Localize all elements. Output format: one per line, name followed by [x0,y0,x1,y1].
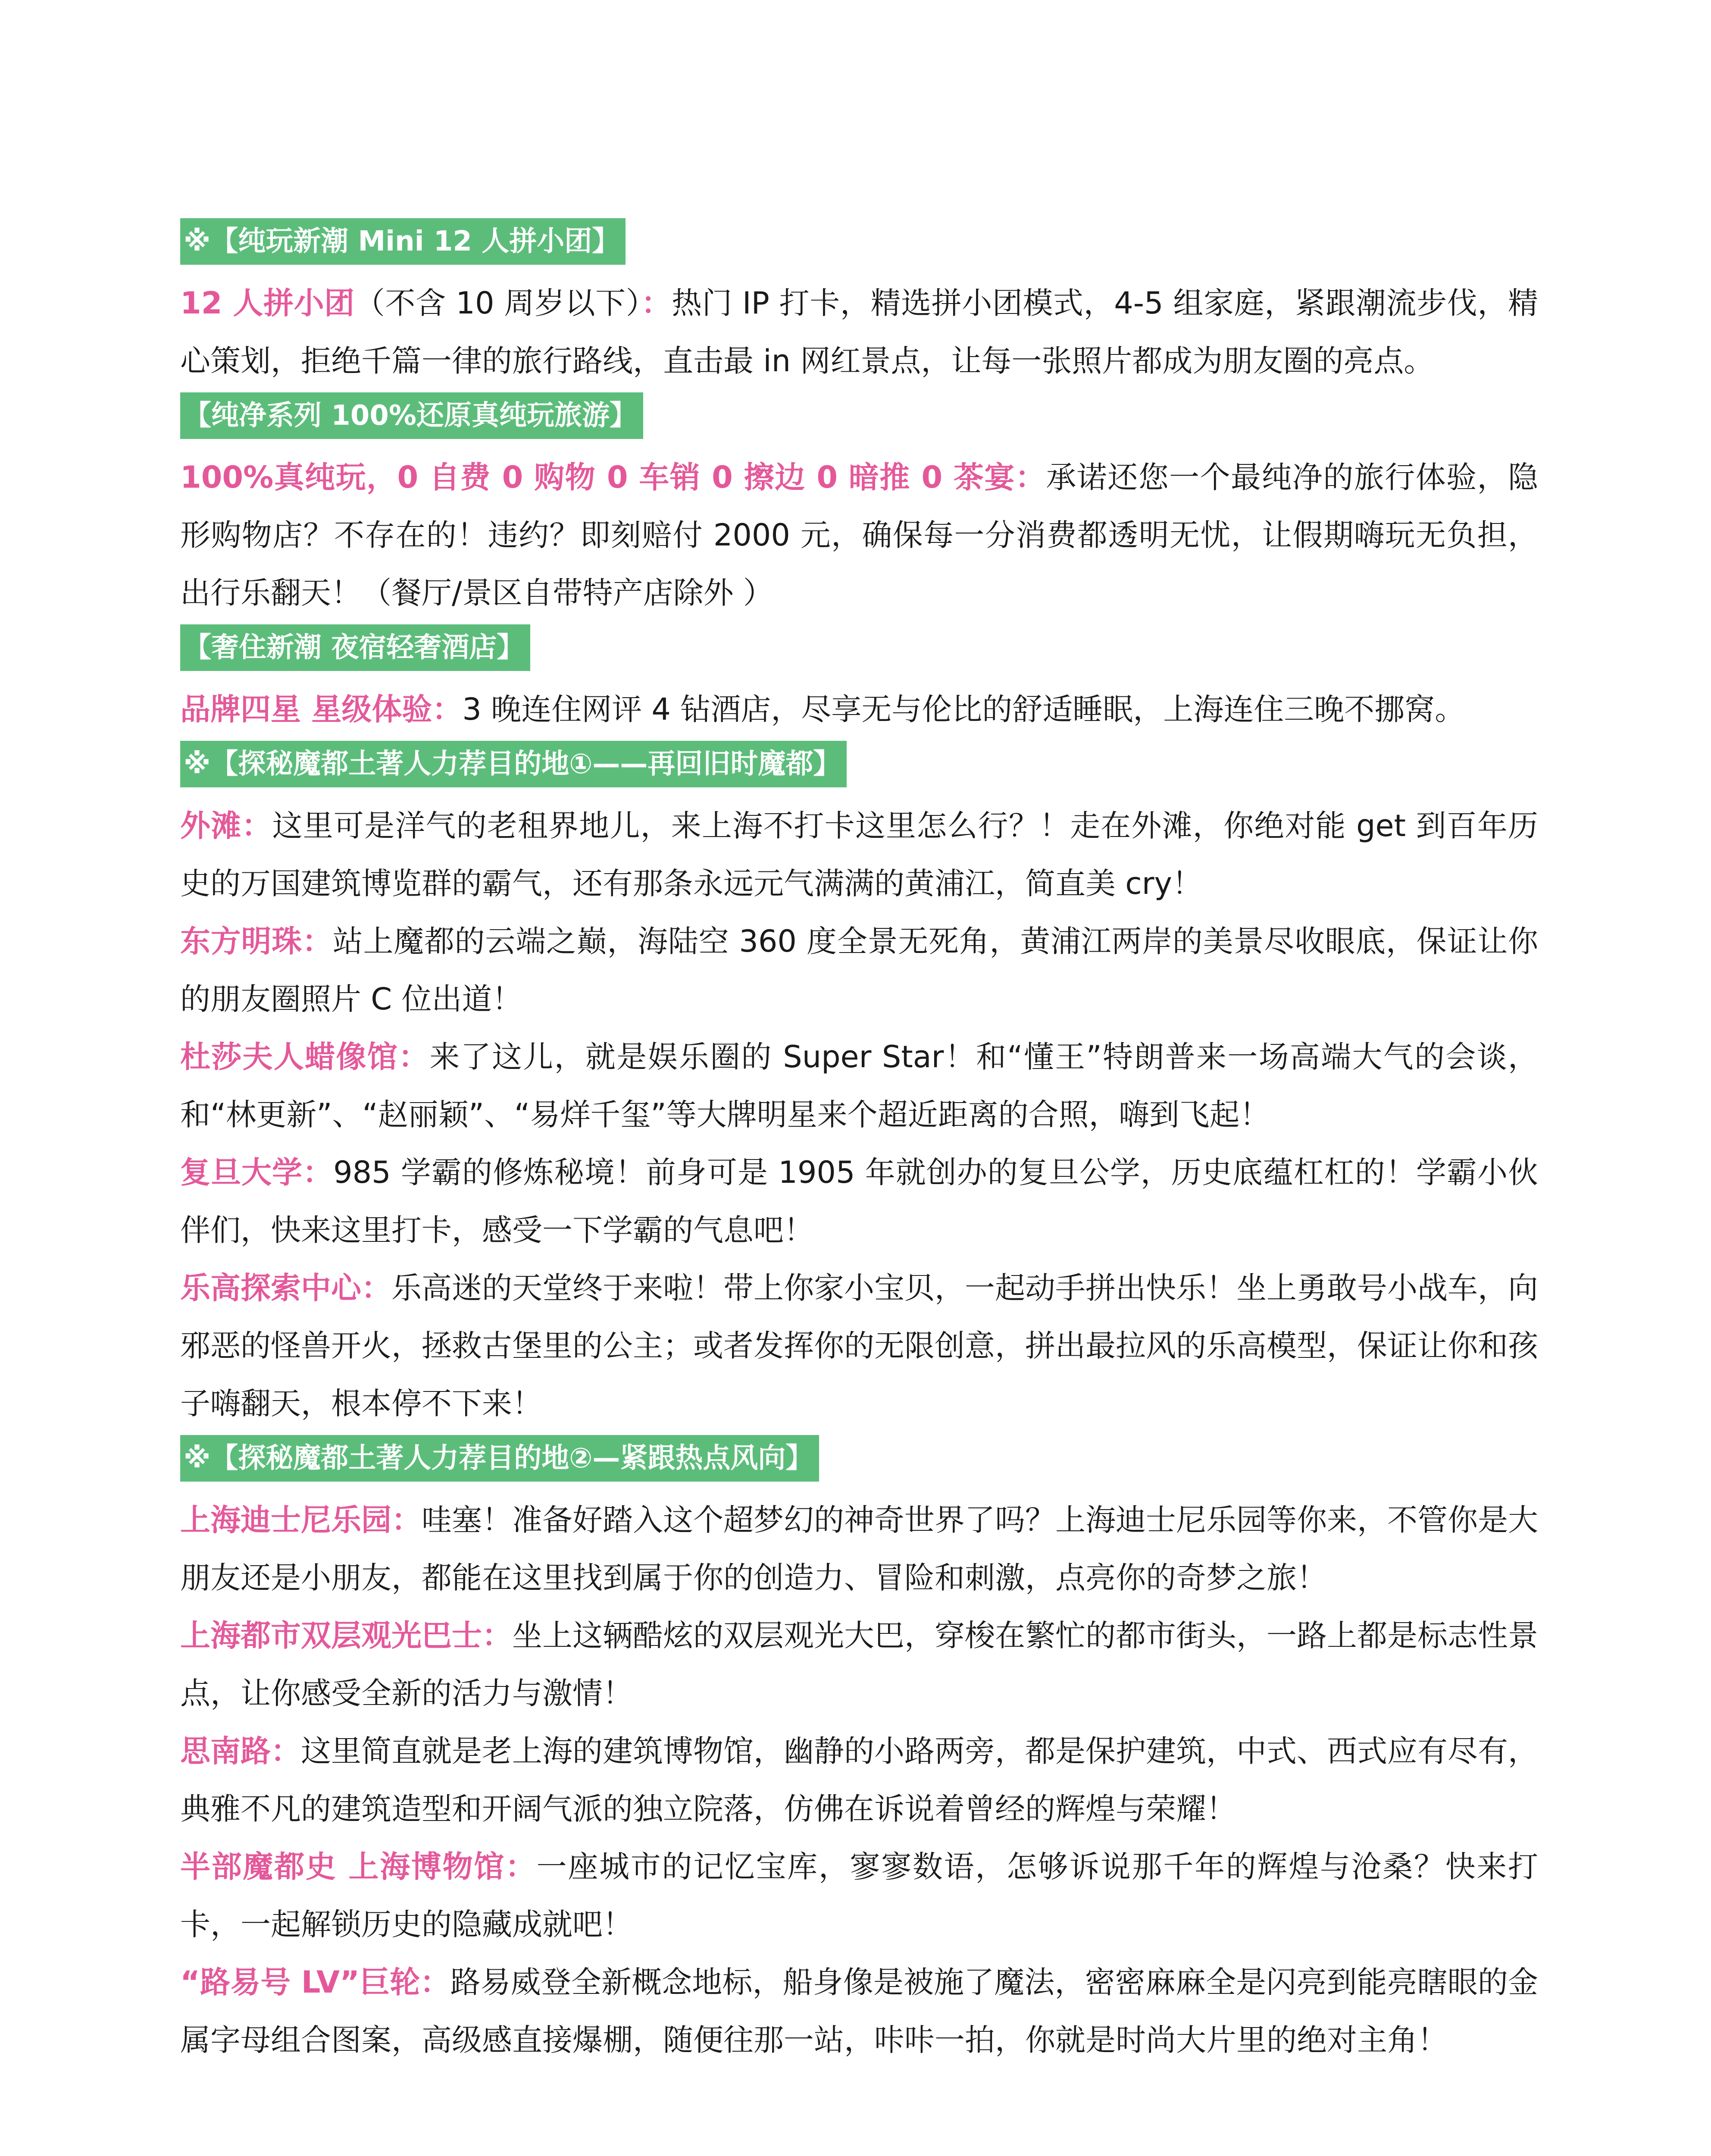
attraction-name: “路易号 LV”巨轮： [180,1965,450,2000]
attraction-description: 乐高迷的天堂终于来啦！带上你家小宝贝，一起动手拼出快乐！坐上勇敢号小战车，向邪恶的怪兽开火，拯救古堡里的公主；或者发挥你的无限创意，拼出最拉风的乐高模型，保证让你和孩子嗨翻天，根本停不下来！ [180,1270,1538,1421]
paragraph-pure-tour [180,448,1538,622]
lead-label: 品牌四星 星级体验： [180,692,463,727]
section-banner-trending: ※【探秘魔都土著人力荐目的地②—紧跟热点风向】 [180,1435,819,1482]
attraction-item [180,1028,1538,1144]
document-page [180,216,1538,2069]
attraction-description: 路易威登全新概念地标，船身像是被施了魔法，密密麻麻全是闪亮到能亮瞎眼的金属字母组合图案，高级感直接爆棚，随便往那一站，咔咔一拍，你就是时尚大片里的绝对主角！ [180,1965,1538,2058]
attraction-name: 东方明珠： [180,924,333,959]
section-banner-old-shanghai: ※【探秘魔都土著人力荐目的地①——再回旧时魔都】 [180,741,847,787]
section-banner-row [180,741,1538,793]
attraction-name: 杜莎夫人蜡像馆： [180,1039,430,1075]
section-banner-row [180,392,1538,445]
lead-label: 100%真纯玩，0 自费 0 购物 0 车销 0 擦边 0 暗推 0 茶宴： [180,460,1046,495]
section-banner-mini-group: ※【纯玩新潮 Mini 12 人拼小团】 [180,218,626,265]
lead-label: 12 人拼小团 [180,285,355,321]
attraction-description: 站上魔都的云端之巅，海陆空 360 度全景无死角，黄浦江两岸的美景尽收眼底，保证让你的朋友圈照片 C 位出道！ [180,924,1539,1017]
attraction-name: 思南路： [180,1733,301,1769]
paragraph-mini-group [180,274,1538,390]
attraction-item [180,1607,1538,1722]
lead-note: （不含 10 周岁以下） [354,285,641,321]
attraction-item [180,1953,1538,2069]
attraction-description: 哇塞！准备好踏入这个超梦幻的神奇世界了吗？上海迪士尼乐园等你来，不管你是大朋友还是小朋友，都能在这里找到属于你的创造力、冒险和刺激，点亮你的奇梦之旅！ [180,1502,1538,1595]
section-banner-row [180,1435,1538,1488]
paragraph-body: 3 晚连住网评 4 钻酒店，尽享无与伦比的舒适睡眠，上海连住三晚不挪窝。 [462,692,1465,727]
attraction-description: 985 学霸的修炼秘境！前身可是 1905 年就创办的复旦公学，历史底蕴杠杠的！学霸小伙伴们，快来这里打卡，感受一下学霸的气息吧！ [180,1155,1538,1248]
attraction-name: 半部魔都史 上海博物馆： [180,1849,537,1884]
section-banner-row [180,218,1538,271]
attraction-item [180,1722,1538,1838]
attraction-description: 这里简直就是老上海的建筑博物馆，幽静的小路两旁，都是保护建筑，中式、西式应有尽有，典雅不凡的建筑造型和开阔气派的独立院落，仿佛在诉说着曾经的辉煌与荣耀！ [180,1733,1538,1827]
attraction-name: 复旦大学： [180,1155,334,1190]
lead-colon: ： [641,285,672,321]
attraction-description: 来了这儿，就是娱乐圈的 Super Star！和“懂王”特朗普来一场高端大气的会谈，和“林更新”、“赵丽颖”、“易烊千玺”等大牌明星来个超近距离的合照，嗨到飞起！ [180,1039,1538,1132]
attraction-item [180,1838,1538,1953]
attraction-item [180,912,1538,1028]
paragraph-hotel [180,680,1538,738]
attraction-name: 上海都市双层观光巴士： [180,1618,512,1653]
attraction-description: 这里可是洋气的老租界地儿，来上海不打卡这里怎么行？！走在外滩，你绝对能 get 到百年历史的万国建筑博览群的霸气，还有那条永远元气满满的黄浦江，简直美 cry！ [180,808,1538,901]
attraction-item [180,1144,1538,1259]
paragraph-body: 热门 IP 打卡，精选拼小团模式，4-5 组家庭，紧跟潮流步伐，精心策划，拒绝千篇一律的旅行路线，直击最 in 网红景点，让每一张照片都成为朋友圈的亮点。 [180,285,1538,379]
attraction-name: 乐高探索中心： [180,1270,391,1306]
attraction-item [180,1259,1538,1432]
paragraph-body: 承诺还您一个最纯净的旅行体验，隐形购物店？不存在的！违约？即刻赔付 2000 元，确保每一分消费都透明无忧，让假期嗨玩无负担，出行乐翻天！（餐厅/景区自带特产店除外 ） [180,460,1539,611]
section-banner-hotel: 【奢住新潮 夜宿轻奢酒店】 [180,624,530,671]
attraction-name: 上海迪士尼乐园： [180,1502,422,1538]
attraction-item [180,797,1538,912]
attraction-description: 一座城市的记忆宝库，寥寥数语，怎够诉说那千年的辉煌与沧桑？快来打卡，一起解锁历史的隐藏成就吧！ [180,1849,1538,1942]
attraction-item [180,1491,1538,1607]
attraction-description: 坐上这辆酷炫的双层观光大巴，穿梭在繁忙的都市街头，一路上都是标志性景点，让你感受全新的活力与激情！ [180,1618,1538,1711]
section-banner-pure-tour: 【纯净系列 100%还原真纯玩旅游】 [180,392,643,439]
attraction-name: 外滩： [180,808,272,843]
section-banner-row [180,624,1538,677]
